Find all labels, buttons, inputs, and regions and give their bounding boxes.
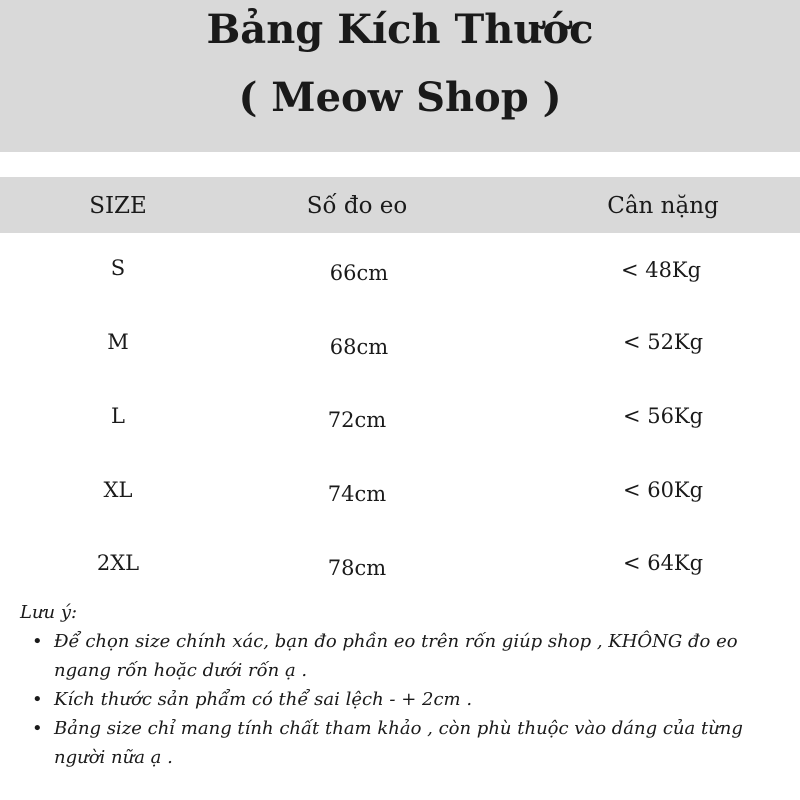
size-cell: S [110,256,126,280]
waist-cell: 72cm [327,408,387,432]
weight-cell: < 56Kg [622,404,704,428]
page-title: Bảng Kích Thước [206,6,594,53]
bullet-icon: • [32,689,43,710]
notes-section [20,598,790,772]
shop-name: ( Meow Shop ) [238,74,562,121]
list-item [20,627,790,685]
title-band [0,0,800,152]
weight-cell: < 48Kg [620,258,702,282]
size-cell: XL [103,478,133,502]
waist-cell: 74cm [327,482,387,506]
bullet-icon: • [32,718,43,739]
header-weight: Cân nặng [607,193,719,219]
note-text: Bảng size chỉ mang tính chất tham khảo , còn phù thuộc vào dáng của từng người nữa ạ . [54,718,743,768]
waist-cell: 68cm [329,335,389,359]
list-item [20,714,790,772]
note-text: Kích thước sản phẩm có thể sai lệch - + 2cm . [54,689,473,710]
weight-cell: < 52Kg [622,330,704,354]
weight-cell: < 64Kg [622,551,704,575]
size-cell: L [111,404,125,428]
size-cell: 2XL [96,551,140,575]
waist-cell: 66cm [329,261,389,285]
table-header [0,177,800,233]
notes-heading: Lưu ý: [20,602,78,623]
note-text: Để chọn size chính xác, bạn đo phần eo trên rốn giúp shop , KHÔNG đo eo ngang rốn hoặc dưới rốn ạ . [54,631,738,681]
header-waist: Số đo eo [306,193,408,219]
bullet-icon: • [32,631,43,652]
waist-cell: 78cm [327,556,387,580]
header-size: SIZE [89,193,147,219]
notes-list [20,627,790,772]
list-item [20,685,790,714]
size-cell: M [107,330,129,354]
weight-cell: < 60Kg [622,478,704,502]
